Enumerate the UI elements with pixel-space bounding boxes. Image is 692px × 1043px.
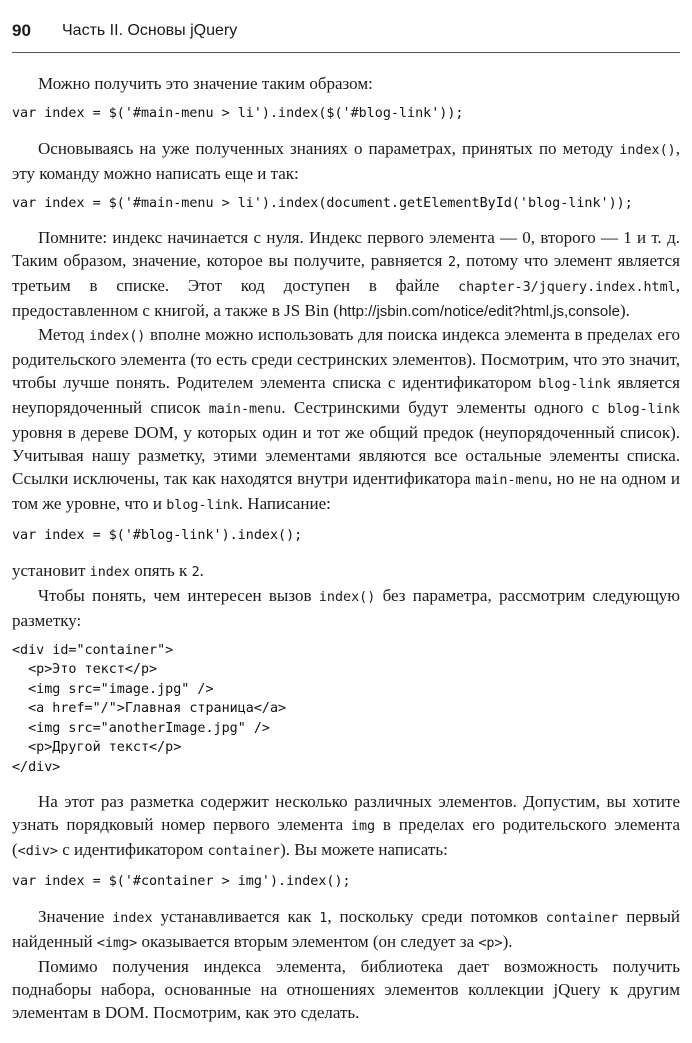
- inline-code: 1: [319, 910, 328, 926]
- paragraph-3: Помните: индекс начинается с нуля. Индекс первого элемента — 0, второго — 1 и т. д. Таким образом, значение, которое вы получите, равняется 2, потому что элемент является третьим в списке. Этот код доступен в файле chapter-3/jquery.index.html, предоставленном с книгой, а также в JS Bin (http://jsbin.com/notice/edit?html,js,console).: [12, 228, 680, 320]
- paragraph-9: Помимо получения индекса элемента, библиотека дает возможность получить поднаборы набора, основанные на отношениях элементов коллекции jQuery к другим элементам в DOM. Посмотрим, как это сделать.: [12, 956, 680, 1022]
- paragraph-2: Основываясь на уже полученных знаниях о параметрах, принятых по методу index(), эту команду можно написать еще и так:: [12, 138, 680, 183]
- inline-code: index(): [318, 589, 376, 605]
- code-example-5: var index = $('#container > img').index();: [12, 874, 351, 889]
- inline-code: main-menu: [208, 402, 282, 417]
- jsbin-link: http://jsbin.com/notice/edit?html,js,console: [338, 303, 620, 320]
- paragraph-6: Чтобы понять, чем интересен вызов index() без параметра, рассмотрим следующую разметку:: [12, 585, 680, 630]
- inline-code: 2: [191, 564, 200, 580]
- paragraph-8: Значение index устанавливается как 1, поскольку среди потомков container первый найденный <img> оказывается вторым элементом (он следует за <p>).: [12, 906, 680, 951]
- page-body: [12, 72, 680, 1024]
- paragraph-5: установит index опять к 2.: [12, 560, 204, 580]
- inline-code: main-menu: [475, 473, 548, 488]
- inline-code: index(): [619, 142, 676, 158]
- inline-code: blog-link: [607, 402, 680, 417]
- code-example-1: var index = $('#main-menu > li').index($('#blog-link'));: [12, 106, 464, 121]
- running-title: Часть II. Основы jQuery: [62, 22, 238, 39]
- code-example-markup: <div id="container"> <p>Это текст</p> <img src="image.jpg" /> <a href="/">Главная страница</a> <img src="anotherImage.jpg" /> <p>Другой текст</p> </div>: [12, 642, 287, 775]
- inline-code: index(): [88, 329, 146, 344]
- inline-code: blog-link: [538, 377, 611, 392]
- inline-code: container: [545, 910, 619, 926]
- inline-code: <div>: [17, 844, 58, 859]
- page-header: [12, 18, 680, 53]
- inline-code: <p>: [478, 935, 503, 951]
- code-example-3: var index = $('#blog-link').index();: [12, 528, 303, 543]
- page-number: 90: [12, 21, 31, 40]
- inline-code: index: [112, 910, 153, 926]
- inline-code: container: [207, 844, 281, 859]
- paragraph-1: Можно получить это значение таким образом:: [38, 74, 373, 93]
- inline-code: 2: [448, 255, 457, 270]
- file-path: chapter-3/jquery.index.html: [458, 280, 676, 295]
- inline-code: img: [350, 819, 376, 834]
- inline-code: <img>: [96, 935, 138, 951]
- inline-code: index: [89, 564, 130, 580]
- code-example-2: var index = $('#main-menu > li').index(document.getElementById('blog-link'));: [12, 195, 633, 211]
- inline-code: blog-link: [166, 498, 239, 513]
- paragraph-4: Метод index() вполне можно использовать для поиска индекса элемента в пределах его родительского элемента (то есть среди сестринских элементов). Посмотрим, что это значит, чтобы лучше понять. Родителем элемента списка с идентификатором blog-link является неупорядоченный список main-menu. Сестринскими будут элементы одного с blog-link уровня в дереве DOM, у которых один и тот же общий предок (неупорядоченный список). Учитывая нашу разметку, этими элементами являются все остальные элементы списка. Ссылки исключены, так как находятся внутри идентификатора main-menu, но не на одном и том же уровне, что и blog-link. Написание:: [12, 325, 680, 513]
- paragraph-7: На этот раз разметка содержит несколько различных элементов. Допустим, вы хотите узнать порядковый номер первого элемента img в пределах его родительского элемента (<div> с идентификатором container). Вы можете написать:: [12, 792, 680, 859]
